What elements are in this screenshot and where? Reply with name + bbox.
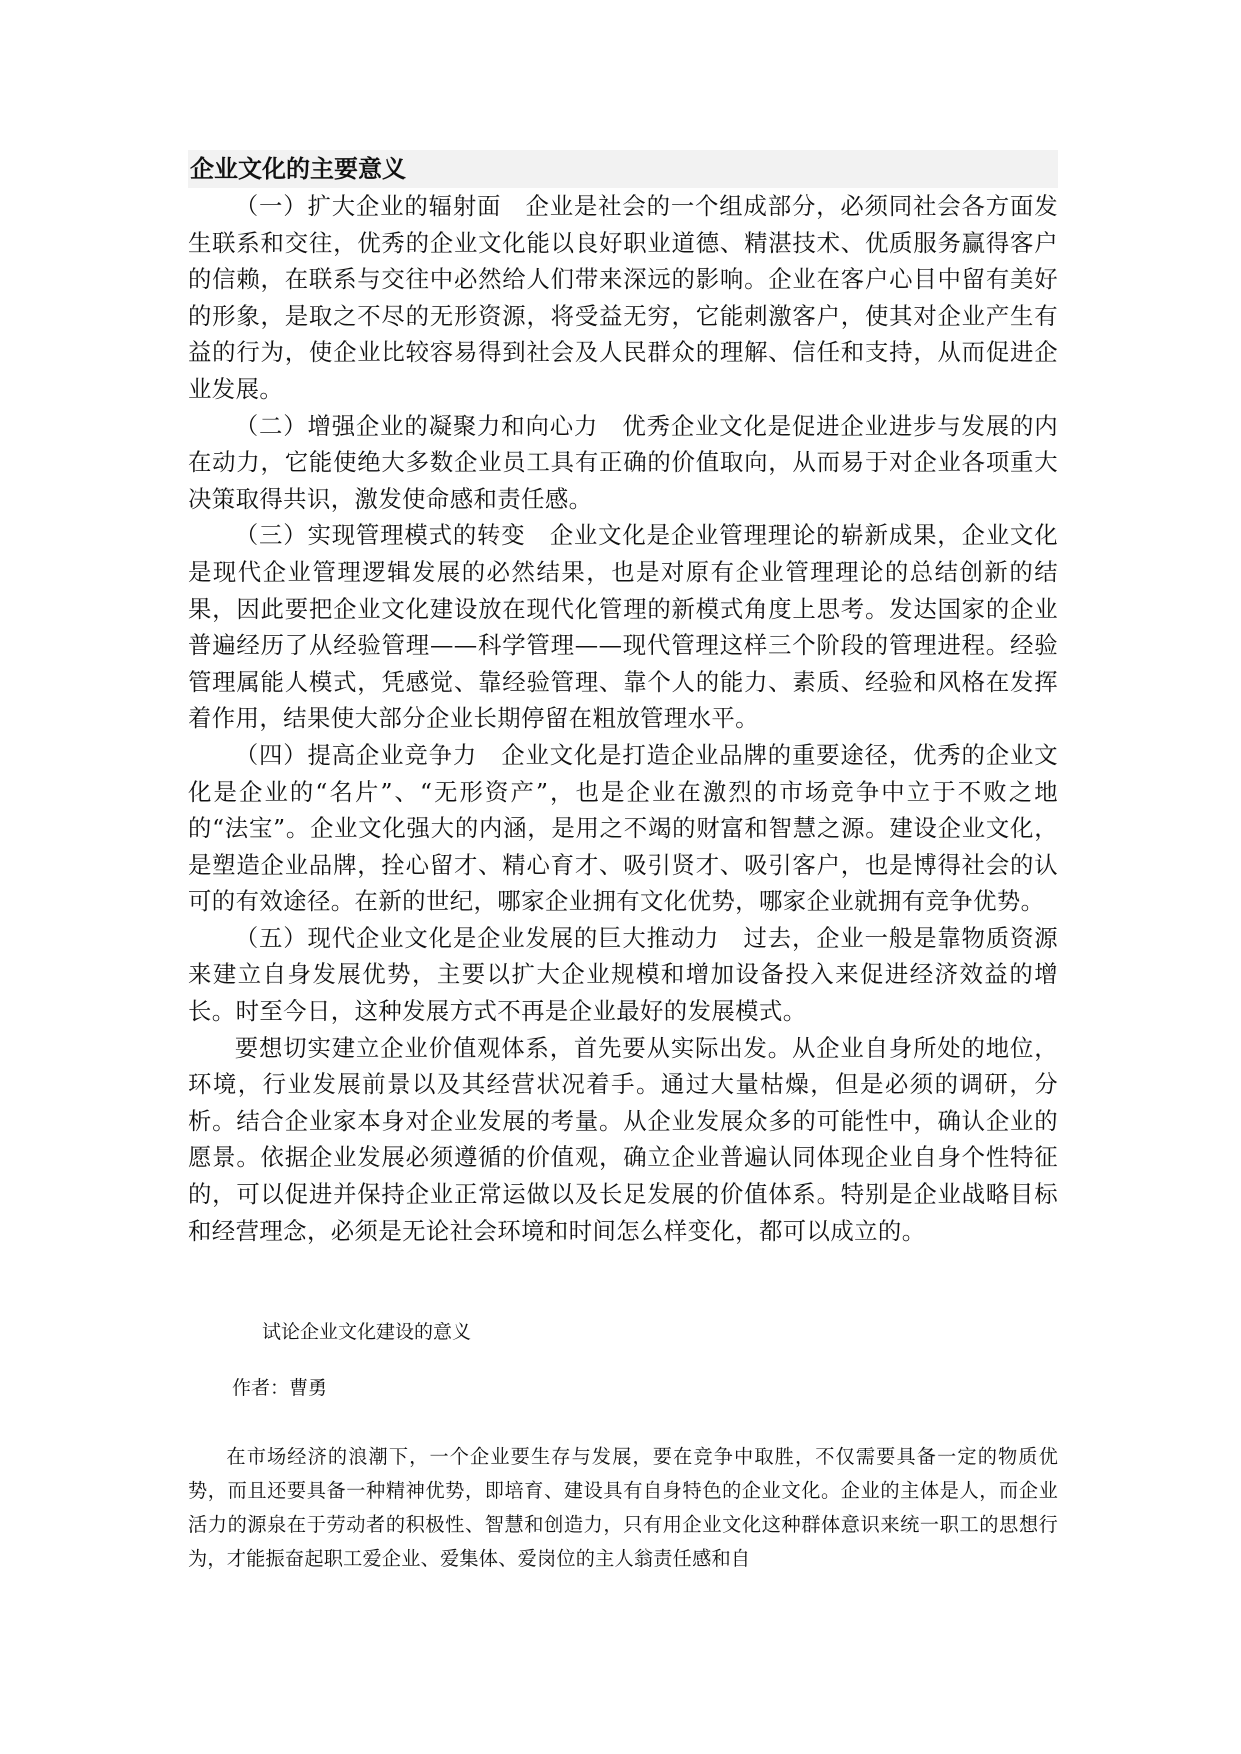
paragraph-intro: 在市场经济的浪潮下，一个企业要生存与发展，要在竞争中取胜，不仅需要具备一定的物质优势，而且还要具备一种精神优势，即培育、建设具有自身特色的企业文化。企业的主体是人，而企业活力的源泉在于劳动者的积极性、智慧和创造力，只有用企业文化这种群体意识来统一职工的思想行为，才能振奋起职工爱企业、爱集体、爱岗位的主人翁责任感和自 bbox=[188, 1445, 1058, 1570]
paragraph-cohesion: （二）增强企业的凝聚力和向心力 优秀企业文化是促进企业进步与发展的内在动力，它能使绝大多数企业员工具有正确的价值取向，从而易于对企业各项重大决策取得共识，激发使命感和责任感。 bbox=[188, 411, 1058, 513]
paragraph-driving-force: （五）现代企业文化是企业发展的巨大推动力 过去，企业一般是靠物质资源来建立自身发展优势，主要以扩大企业规模和增加设备投入来促进经济效益的增长。时至今日，这种发展方式不再是企业最好的发展模式。 bbox=[188, 923, 1058, 1026]
paragraph-value-system: 要想切实建立企业价值观体系，首先要从实际出发。从企业自身所处的地位，环境，行业发展前景以及其经营状况着手。通过大量枯燥，但是必须的调研，分析。结合企业家本身对企业发展的考量。从企业发展众多的可能性中，确认企业的愿景。依据企业发展必须遵循的价值观，确立企业普遍认同体现企业自身个性特征的，可以促进并保持企业正常运做以及长足发展的价值体系。特别是企业战略目标和经营理念，必须是无论社会环境和时间怎么样变化，都可以成立的。 bbox=[188, 1033, 1058, 1245]
article-section-essay bbox=[188, 1318, 1058, 1576]
section-heading: 企业文化的主要意义 bbox=[188, 150, 1058, 188]
article-section-main bbox=[188, 150, 1058, 1249]
paragraph-management-mode: （三）实现管理模式的转变 企业文化是企业管理理论的崭新成果，企业文化是现代企业管理逻辑发展的必然结果，也是对原有企业管理理论的总结创新的结果，因此要把企业文化建设放在现代化管理的新模式角度上思考。发达国家的企业普遍经历了从经验管理——科学管理——现代管理这样三个阶段的管理进程。经验管理属能人模式，凭感觉、靠经验管理、靠个人的能力、素质、经验和风格在发挥着作用，结果使大部分企业长期停留在粗放管理水平。 bbox=[188, 521, 1058, 733]
article-title: 试论企业文化建设的意义 bbox=[262, 1321, 472, 1343]
paragraph-expand-influence: （一）扩大企业的辐射面 企业是社会的一个组成部分，必须同社会各方面发生联系和交往，优秀的企业文化能以良好职业道德、精湛技术、优质服务赢得客户的信赖，在联系与交往中必然给人们带来深远的影响。企业在客户心目中留有美好的形象，是取之不尽的无形资源，将受益无穷，它能刺激客户，使其对企业产生有益的行为，使企业比较容易得到社会及人民群众的理解、信任和支持，从而促进企业发展。 bbox=[188, 192, 1058, 403]
paragraph-competitiveness: （四）提高企业竞争力 企业文化是打造企业品牌的重要途径，优秀的企业文化是企业的“名片”、“无形资产”，也是企业在激烈的市场竞争中立于不败之地的“法宝”。企业文化强大的内涵，是用之不竭的财富和智慧之源。建设企业文化，是塑造企业品牌，拴心留才、精心育才、吸引贤才、吸引客户，也是博得社会的认可的有效途径。在新的世纪，哪家企业拥有文化优势，哪家企业就拥有竞争优势。 bbox=[188, 740, 1058, 916]
author-line: 作者：曹勇 bbox=[232, 1377, 328, 1399]
